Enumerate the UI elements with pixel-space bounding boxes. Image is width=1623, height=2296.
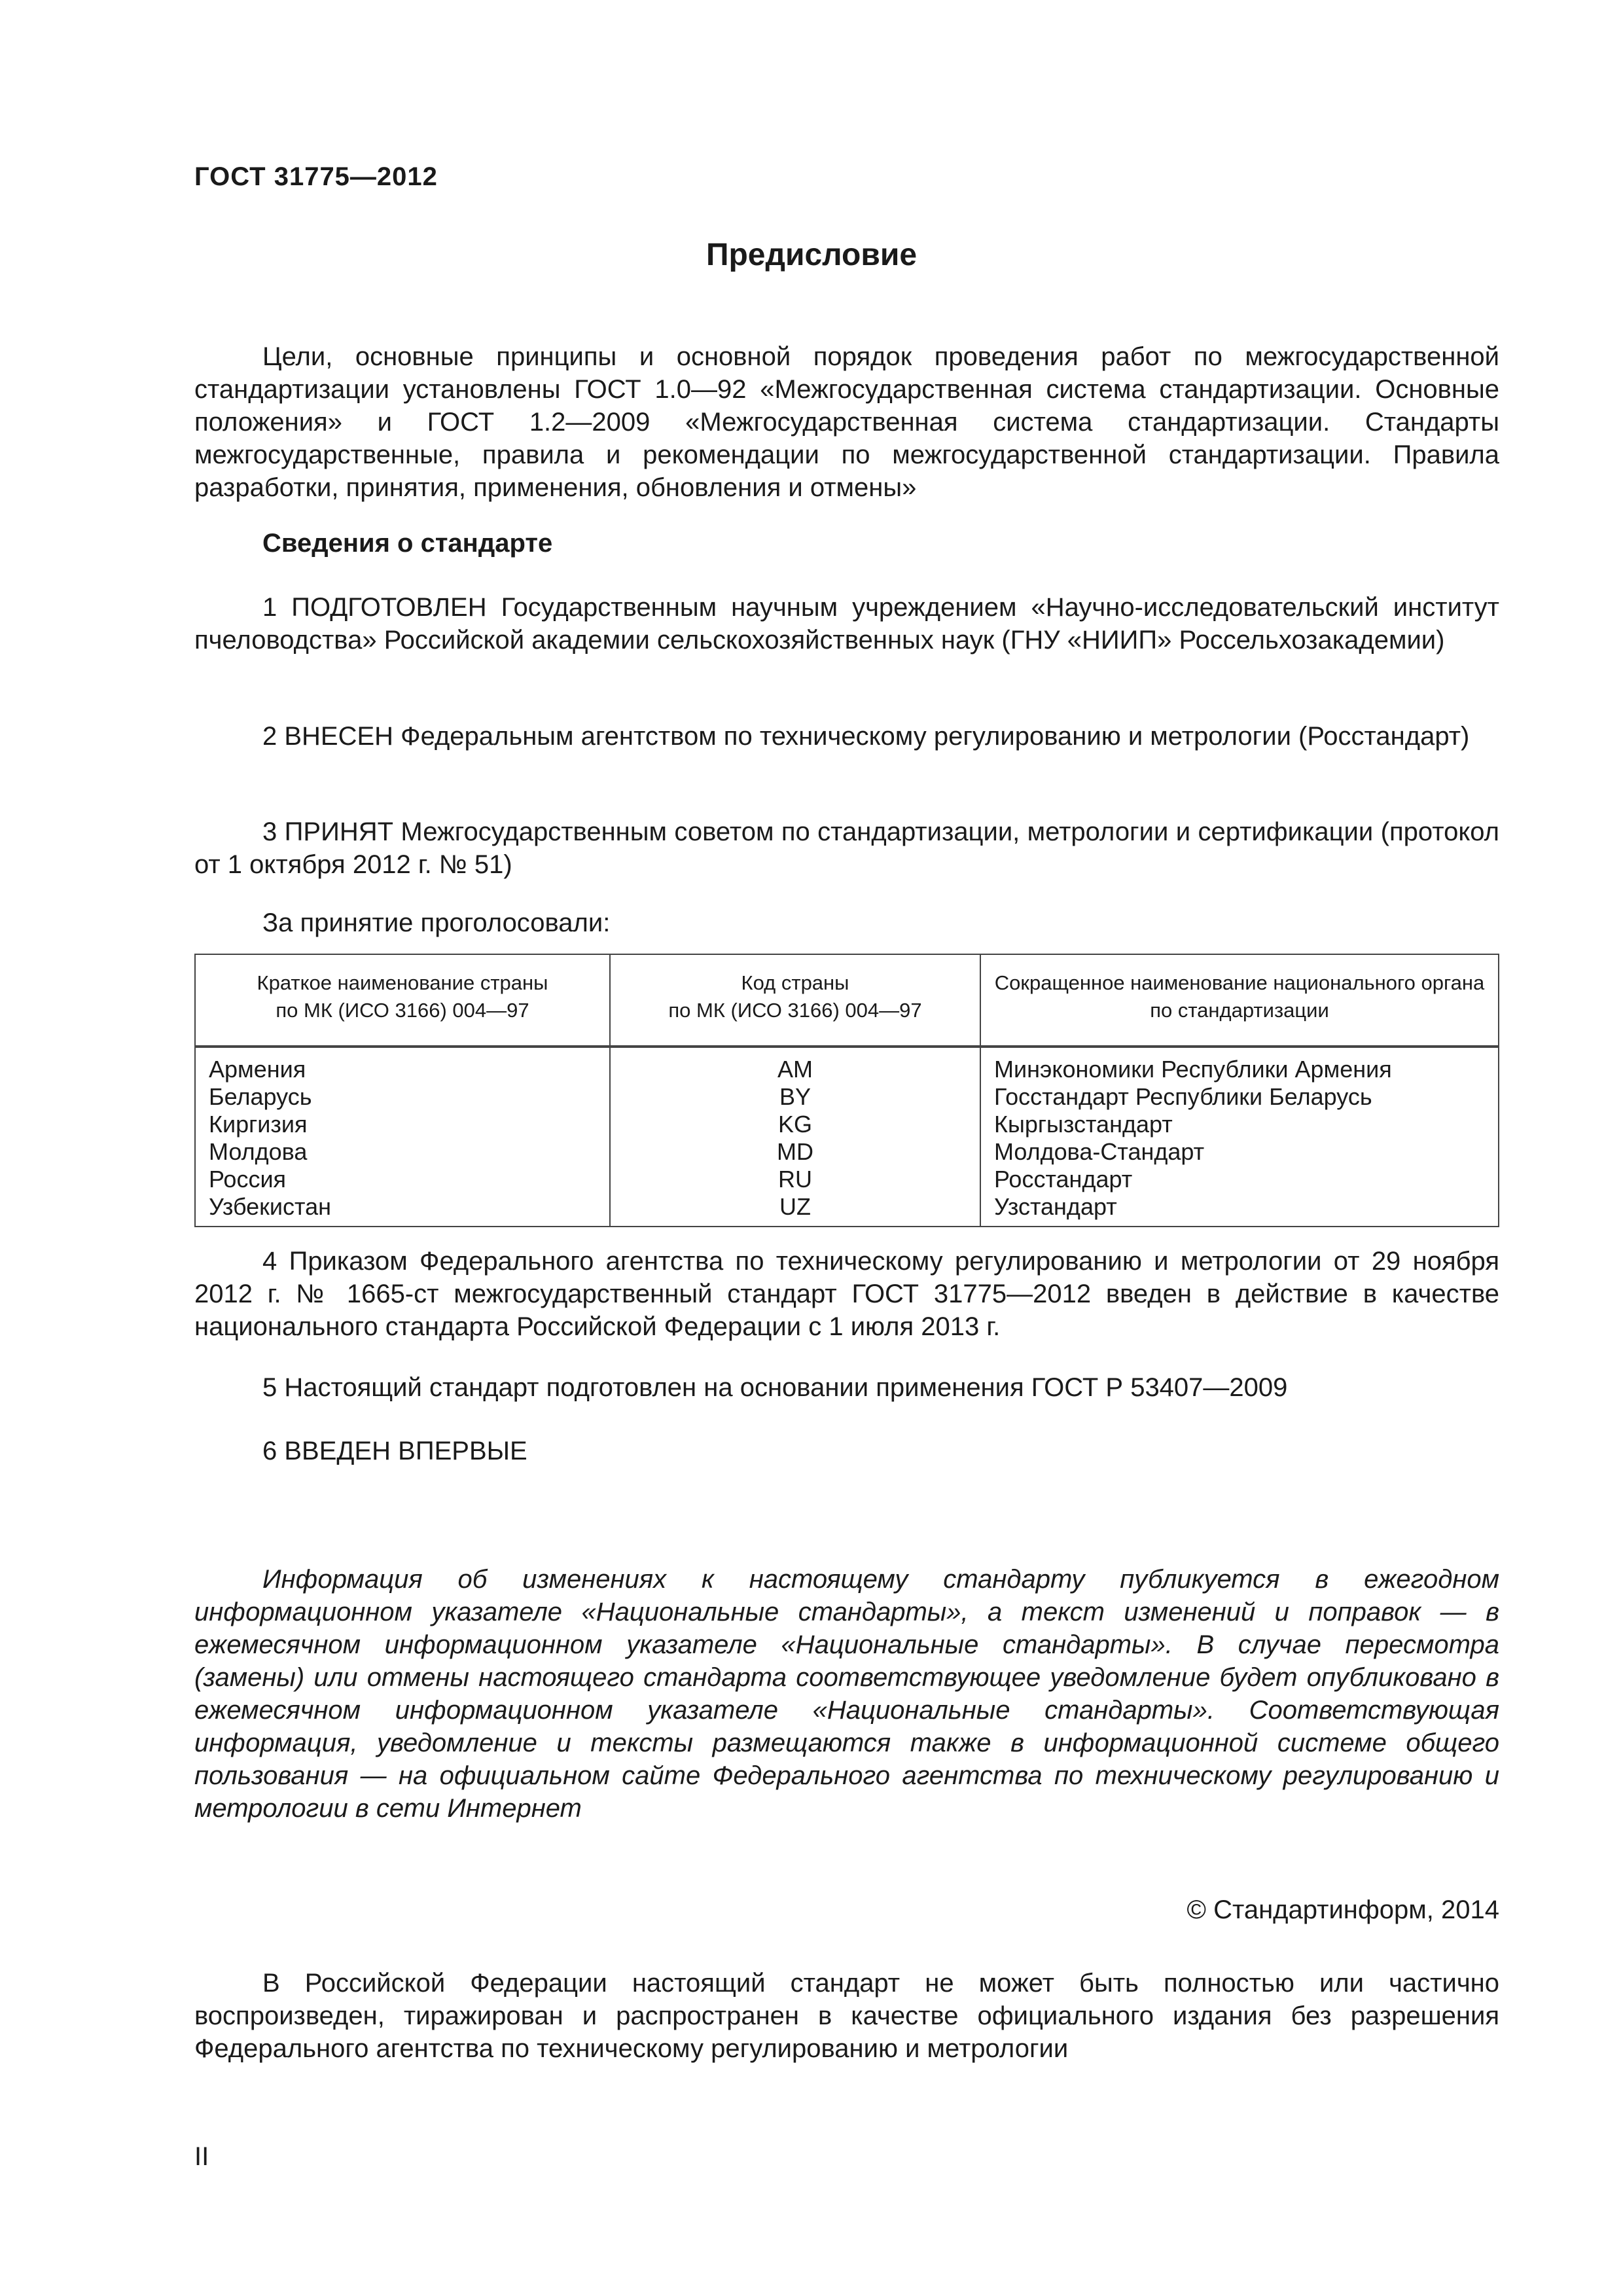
page-title: Предисловие — [705, 238, 918, 272]
country-cell: Узбекистан — [195, 1193, 610, 1227]
body-cell: Узстандарт — [980, 1193, 1499, 1227]
header-line: по МК (ИСО 3166) 004—97 — [668, 999, 922, 1022]
code-cell: UZ — [610, 1193, 980, 1227]
copyright-line: © Стандартинформ, 2014 — [1186, 1895, 1499, 1924]
header-line: по стандартизации — [1150, 999, 1329, 1022]
document-code: ГОСТ 31775—2012 — [194, 162, 438, 191]
table-row — [195, 1083, 1499, 1111]
vote-label: За принятие проголосовали: — [262, 908, 611, 937]
table-header-body — [980, 954, 1499, 1047]
country-cell: Россия — [195, 1166, 610, 1193]
body-cell: Росстандарт — [980, 1166, 1499, 1193]
country-cell: Киргизия — [195, 1111, 610, 1138]
code-cell: BY — [610, 1083, 980, 1111]
item-5-paragraph: 5 Настоящий стандарт подготовлен на основании применения ГОСТ Р 53407—2009 — [262, 1373, 1288, 1402]
intro-paragraph: Цели, основные принципы и основной порядок проведения работ по межгосударственной стандартизации установлены ГОСТ 1.0—92 «Межгосударственная система стандартизации. Основные положения» и ГОСТ 1.2—2009 «Межгосударственная система стандартизации. Стандарты межгосударственные, правила и рекомендации по межгосударственной стандартизации. Правила разработки, принятия, применения, обновления и отмены» — [194, 342, 1499, 502]
table-header-row — [195, 954, 1499, 1047]
country-cell: Армения — [195, 1047, 610, 1083]
table-row — [195, 1111, 1499, 1138]
rights-note: В Российской Федерации настоящий стандарт не может быть полностью или частично воспроизведен, тиражирован и распространен в качестве официального издания без разрешения Федерального агентства по техническому регулированию и метрологии — [194, 1969, 1499, 2063]
information-note: Информация об изменениях к настоящему стандарту публикуется в ежегодном информационном указателе «Национальные стандарты», а текст изменений и поправок — в ежемесячном информационном указателе «Национальные стандарты». В случае пересмотра (замены) или отмены настоящего стандарта соответствующее уведомление будет опубликовано в ежемесячном информационном указателе «Национальные стандарты». Соответствующая информация, уведомление и тексты размещаются также в информационной системе общего пользования — на официальном сайте Федерального агентства по техническому регулированию и метрологии в сети Интернет — [194, 1565, 1499, 1823]
section-heading: Сведения о стандарте — [262, 529, 553, 558]
body-cell: Кыргызстандарт — [980, 1111, 1499, 1138]
table-header-code — [610, 954, 980, 1047]
header-line: Код страны — [741, 971, 849, 994]
table-row — [195, 1193, 1499, 1227]
code-cell: MD — [610, 1138, 980, 1166]
item-4-paragraph: 4 Приказом Федерального агентства по техническому регулированию и метрологии от 29 ноября 2012 г. № 1665-ст межгосударственный стандарт ГОСТ 31775—2012 введен в действие в качестве национального стандарта Российской Федерации с 1 июля 2013 г. — [194, 1247, 1499, 1341]
code-cell: KG — [610, 1111, 980, 1138]
item-6-paragraph: 6 ВВЕДЕН ВПЕРВЫЕ — [262, 1437, 527, 1465]
page-number: II — [194, 2142, 209, 2171]
member-states-table — [194, 954, 1499, 1227]
code-cell: RU — [610, 1166, 980, 1193]
code-cell: AM — [610, 1047, 980, 1083]
header-line: Краткое наименование страны — [257, 971, 548, 994]
body-cell: Молдова-Стандарт — [980, 1138, 1499, 1166]
item-3-paragraph: 3 ПРИНЯТ Межгосударственным советом по стандартизации, метрологии и сертификации (протокол от 1 октября 2012 г. № 51) — [194, 817, 1499, 879]
body-cell: Минэкономики Республики Армения — [980, 1047, 1499, 1083]
country-cell: Молдова — [195, 1138, 610, 1166]
table-row — [195, 1138, 1499, 1166]
table-row — [195, 1047, 1499, 1083]
header-line: Сокращенное наименование национального органа — [994, 971, 1485, 994]
table-row — [195, 1166, 1499, 1193]
body-cell: Госстандарт Республики Беларусь — [980, 1083, 1499, 1111]
table-header-country — [195, 954, 610, 1047]
country-cell: Беларусь — [195, 1083, 610, 1111]
item-2-paragraph: 2 ВНЕСЕН Федеральным агентством по техническому регулированию и метрологии (Росстандарт) — [262, 722, 1470, 751]
item-1-paragraph: 1 ПОДГОТОВЛЕН Государственным научным учреждением «Научно-исследовательский институт пчеловодства» Российской академии сельскохозяйственных наук (ГНУ «НИИП» Россельхозакадемии) — [194, 593, 1499, 655]
header-line: по МК (ИСО 3166) 004—97 — [276, 999, 529, 1022]
